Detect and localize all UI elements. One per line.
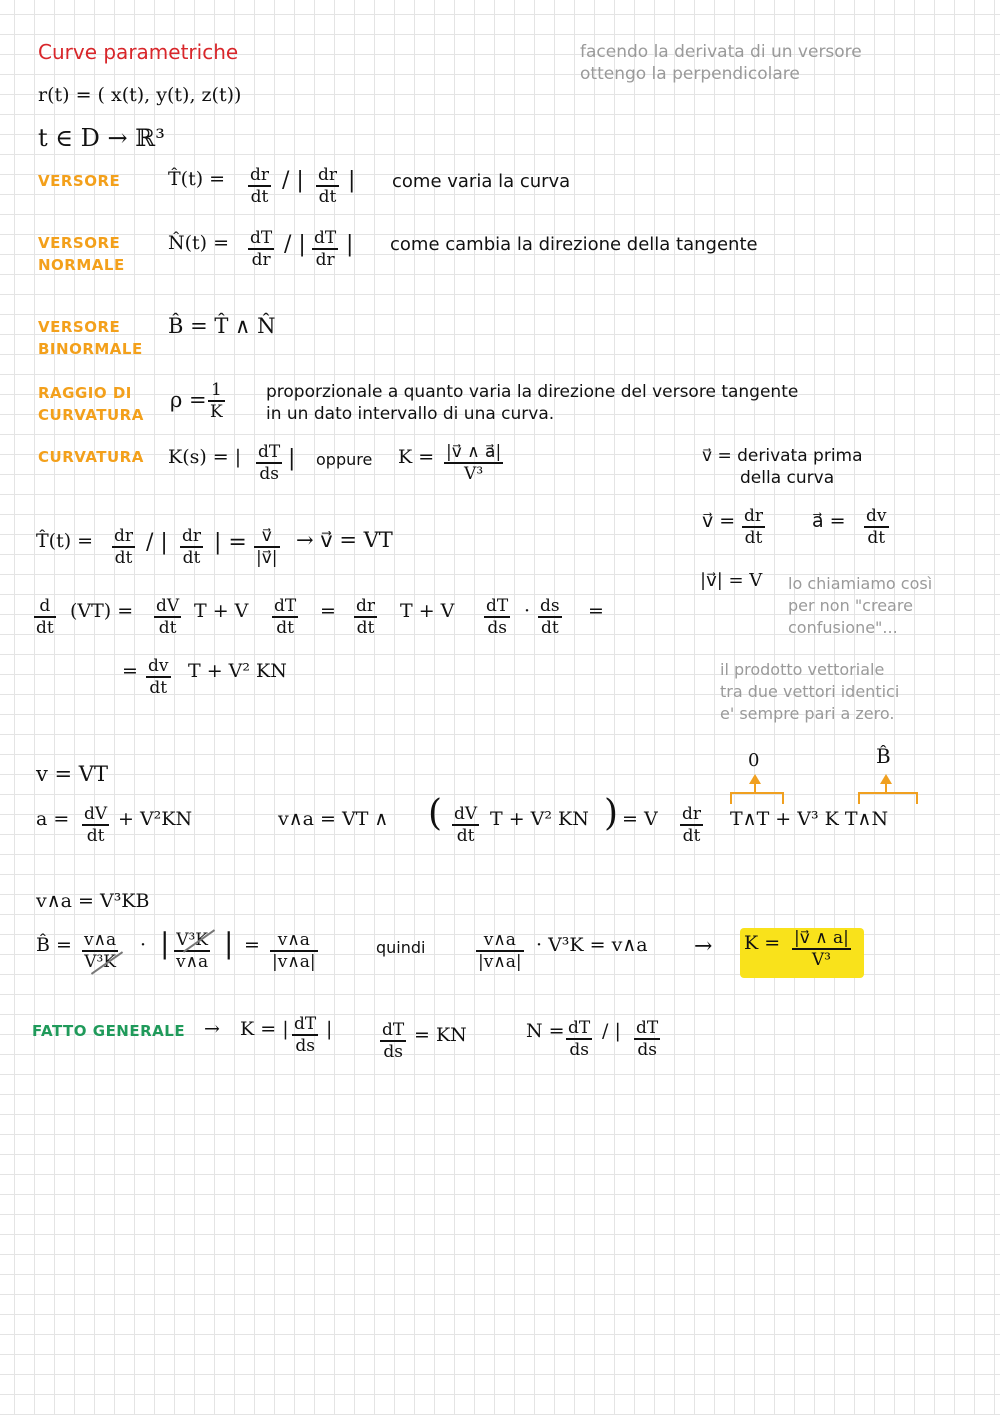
a-lhs: a = <box>36 808 70 830</box>
a-frac: $\frac{dV}{dt}$ <box>84 804 108 846</box>
bhat-bar-open: | <box>160 927 170 960</box>
bhat-bar-close: | <box>224 927 234 960</box>
fatto-sep: / | <box>602 1020 621 1042</box>
bhat-arrow: → <box>694 934 713 959</box>
cross-note-1: il prodotto vettoriale <box>720 660 885 679</box>
cross-eq: = V <box>622 808 658 830</box>
a-rest: + V²KN <box>118 808 193 830</box>
final-frac: $\frac{|v⃗ \wedge a|}{\text{V³}}$ <box>794 928 849 970</box>
normal-sep: / | <box>284 232 306 257</box>
normal-close: | <box>346 232 354 257</box>
label-fatto-generale: FATTO GENERALE <box>32 1022 186 1040</box>
cross-mid: T + V² KN <box>490 808 589 830</box>
eqT-mid: | = <box>214 530 247 555</box>
tangent-close: | <box>348 168 356 193</box>
deriv2-b: T + V² KN <box>188 660 287 682</box>
label-versore: VERSORE <box>38 172 121 190</box>
normal-frac-2: $\frac{dT}{dr}$ <box>314 228 337 270</box>
tangent-description: come varia la curva <box>392 171 571 192</box>
fatto-eqkn: = KN <box>414 1024 467 1046</box>
modulus-note-1: lo chiamiamo così <box>788 574 933 593</box>
normal-lhs: N̂(t) = <box>168 232 230 254</box>
label-raggio-1: RAGGIO DI <box>38 384 132 402</box>
deriv-e: T + V <box>400 600 455 622</box>
curvature-frac-2: $\frac{|v⃗ \wedge a⃗|}{\text{V³}}$ <box>446 442 502 484</box>
radius-frac: $\frac{1}{K}$ <box>210 380 223 422</box>
deriv-frac-3: $\frac{dr}{dt}$ <box>356 596 376 638</box>
radius-lhs: ρ = <box>170 388 207 412</box>
curvature-k: K = <box>398 446 435 468</box>
label-raggio-2: CURVATURA <box>38 406 144 424</box>
deriv-b: T + V <box>194 600 249 622</box>
bhat-label: B̂ <box>876 744 891 768</box>
curvature-lhs: K(s) = | <box>168 446 242 468</box>
fatto-frac-2: $\frac{dT}{ds}$ <box>382 1020 405 1062</box>
deriv-frac-5: $\frac{ds}{dt}$ <box>540 596 560 638</box>
deriv-frac-1: $\frac{dV}{dt}$ <box>156 596 180 638</box>
fatto-arrow: → <box>204 1018 220 1040</box>
radius-description-1: proporzionale a quanto varia la direzione del versore tangente <box>266 382 799 402</box>
a-eq-lhs: a⃗ = <box>812 510 846 532</box>
bhat-frac-2: $\frac{\text{V³K}}{v\wedge a}$ <box>176 930 209 972</box>
deriv-frac-4: $\frac{dT}{ds}$ <box>486 596 509 638</box>
a-eq-frac: $\frac{dv}{dt}$ <box>866 506 887 548</box>
cross-note-2: tra due vettori identici <box>720 682 900 701</box>
label-versore-binormale-2: BINORMALE <box>38 340 143 358</box>
v-eq-frac: $\frac{dr}{dt}$ <box>744 506 764 548</box>
cross-paren-open: ( <box>428 793 443 834</box>
eqT-lhs: T̂(t) = <box>36 530 94 552</box>
label-curvatura: CURVATURA <box>38 448 144 466</box>
deriv-frac-2: $\frac{dT}{dt}$ <box>274 596 297 638</box>
bhat-frac-3: $\frac{v\wedge a}{|v\wedge a|}$ <box>272 930 316 972</box>
deriv-c: = <box>320 600 336 622</box>
bracket-txt-arrow <box>749 774 761 784</box>
eqT-result: → v⃗ = VT <box>296 528 393 552</box>
cross-paren-close: ) <box>604 793 619 834</box>
bhat-dot: · <box>140 934 147 956</box>
fatto-frac-3: $\frac{dT}{ds}$ <box>568 1018 591 1060</box>
modulus-v: |v⃗| = V <box>700 570 763 591</box>
side-note-line-2: ottengo la perpendicolare <box>580 64 800 84</box>
eqT-frac-2: $\frac{dr}{dt}$ <box>182 526 202 568</box>
deriv-a: (VT) = <box>70 600 134 622</box>
normal-frac-1: $\frac{dT}{dr}$ <box>250 228 273 270</box>
page-title: Curve parametriche <box>38 40 239 64</box>
side-note-line-1: facendo la derivata di un versore <box>580 42 862 62</box>
deriv-g: = <box>588 600 604 622</box>
fatto-neq: N = <box>526 1020 565 1042</box>
quindi: quindi <box>376 938 426 957</box>
deriv2-a: = <box>122 660 138 682</box>
eqT-frac-3: $\frac{v⃗}{|v⃗|}$ <box>256 526 278 568</box>
bracket-txn-arrow <box>880 774 892 784</box>
eqT-frac-1: $\frac{dr}{dt}$ <box>114 526 134 568</box>
cross-terms: T∧T + V³ K T∧N <box>730 808 889 830</box>
deriv2-frac: $\frac{dv}{dt}$ <box>148 656 169 698</box>
bhat-lhs: B̂ = <box>36 934 72 956</box>
bhat-rest: · V³K = v∧a <box>536 934 648 956</box>
bhat-eq: = <box>244 934 260 956</box>
cross-note-3: e' sempre pari a zero. <box>720 704 895 723</box>
final-k: K = <box>744 932 781 954</box>
bhat-frac-1: $\frac{v\wedge a}{\text{V³K}}$ <box>84 930 117 972</box>
eqT-sep: / | <box>146 530 168 555</box>
deriv-f: · <box>524 600 531 622</box>
bracket-txt <box>730 792 784 804</box>
deriv-frac-0: $\frac{d}{dt}$ <box>36 596 54 638</box>
v-definition-2: della curva <box>740 468 835 488</box>
bracket-txn <box>858 792 918 804</box>
zero-label: 0 <box>748 750 760 771</box>
label-versore-binormale-1: VERSORE <box>38 318 121 336</box>
fatto-frac-4: $\frac{dT}{ds}$ <box>636 1018 659 1060</box>
v-definition-1: v⃗ = derivata prima <box>702 446 863 466</box>
bhat-frac-4: $\frac{v\wedge a}{|v\wedge a|}$ <box>478 930 522 972</box>
normal-description: come cambia la direzione della tangente <box>390 234 758 255</box>
vxa-equation: v∧a = V³KB <box>36 890 150 912</box>
domain-mapping: t ∈ D → ℝ³ <box>38 124 165 152</box>
binormal-equation: B̂ = T̂ ∧ N̂ <box>168 314 276 338</box>
cross-lhs: v∧a = VT ∧ <box>278 808 389 830</box>
curvature-frac-1: $\frac{dT}{ds}$ <box>258 442 281 484</box>
fatto-frac-1: $\frac{dT}{ds}$ <box>294 1014 317 1056</box>
curvature-close: | <box>288 446 296 471</box>
modulus-note-2: per non "creare <box>788 596 913 615</box>
label-versore-normale-1: VERSORE <box>38 234 121 252</box>
v-equals-vt: v = VT <box>36 762 108 786</box>
fatto-close: | <box>326 1018 333 1040</box>
curvature-oppure: oppure <box>316 450 373 469</box>
v-eq-lhs: v⃗ = <box>702 510 736 532</box>
modulus-note-3: confusione"... <box>788 618 898 637</box>
tangent-sep: / | <box>282 168 304 193</box>
cross-frac-2: $\frac{dr}{dt}$ <box>682 804 702 846</box>
parametric-curve-definition: r(t) = ( x(t), y(t), z(t)) <box>38 84 242 106</box>
fatto-k: K = | <box>240 1018 289 1040</box>
tangent-frac-2: $\frac{dr}{dt}$ <box>318 165 338 207</box>
tangent-frac-1: $\frac{dr}{dt}$ <box>250 165 270 207</box>
label-versore-normale-2: NORMALE <box>38 256 125 274</box>
cross-frac-1: $\frac{dV}{dt}$ <box>454 804 478 846</box>
tangent-lhs: T̂(t) = <box>168 168 226 190</box>
radius-description-2: in un dato intervallo di una curva. <box>266 404 555 424</box>
